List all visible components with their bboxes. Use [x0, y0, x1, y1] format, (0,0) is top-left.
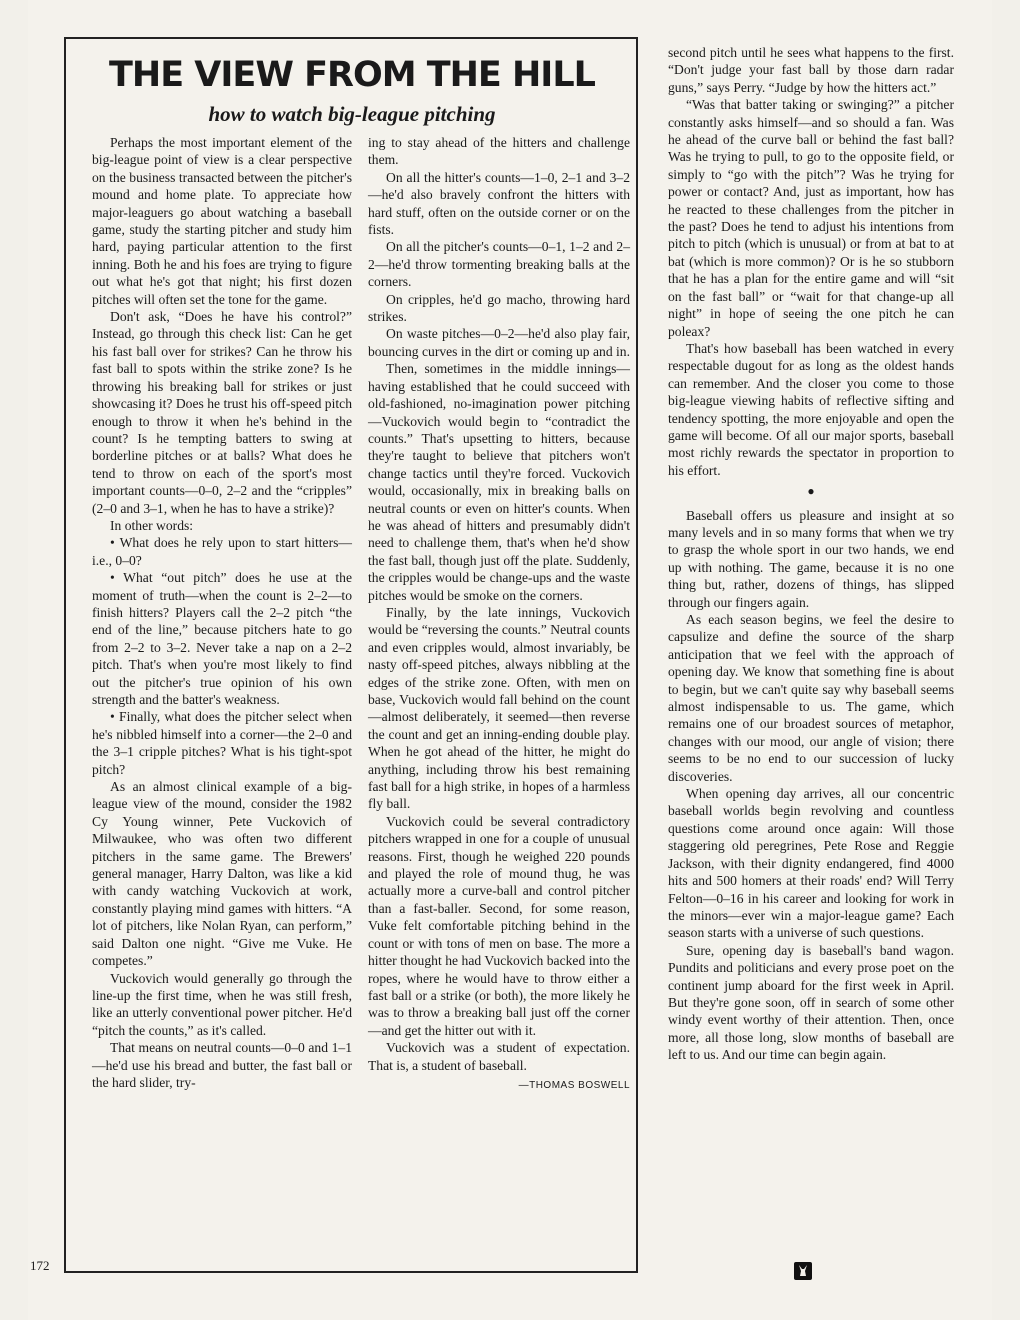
paragraph: That's how baseball has been watched in every respectable dugout for as long as the oldest hands can remember. And the closer you come to those big-league viewing habits of reflective sifting and tendency spotting, the more enjoyable and open the game will become. Of all our major sports, baseball most richly rewards the spectator in proportion to his effort. — [668, 340, 954, 478]
paragraph: As an almost clinical example of a big-league view of the mound, consider the 1982 Cy Young winner, Pete Vuckovich of Milwaukee, who was often two different pitchers in the same game. The Brewers' general manager, Harry Dalton, was like a kid with candy watching Vuckovich at work, constantly playing mind games with hitters. “A lot of pitchers, like Nolan Ryan, can perform,” said Dalton one night. “Give me Vuke. He competes.” — [92, 779, 352, 969]
article-subtitle: how to watch big-league pitching — [208, 102, 496, 126]
paragraph: Finally, by the late innings, Vuckovich would be “reversing the counts.” Neutral counts and even cripples would, almost invariably, be nasty off-speed pitches, always nibbling at the edges of the strike zone. Often, with men on base, Vuckovich would fall behind on the count—almost deliberately, it seemed—then reverse the count and get an inning-ending double play. When he got ahead of the hitter, he might do anything, including throw his best remaining fast ball for a high strike, in hopes of a harmless fly ball. — [368, 604, 630, 812]
paragraph: Vuckovich would generally go through the line-up the first time, when he was still fresh, like an utterly conventional power pitcher. He'd “pitch the counts,” as it's called. — [92, 970, 352, 1038]
paragraph: “Was that batter taking or swinging?” a pitcher constantly asks himself—and so should a fan. Was he ahead of the curve ball or behind the fast ball? Was he trying to pull, to go to the opposite field, or simply to “go with the pitch”? Was he trying for power or contact? And, just as important, how has he reacted to these challenges from the pitcher in the past? Does he tend to adjust his intentions from pitch to pitch (which is unusual) or from at bat to at bat (which is more common)? Or is he so stubborn that he has a plan for the entire game and will “sit on the fast ball” or “wait for that change-up all night” in hope of seeing the one pitch he can poleax? — [668, 97, 954, 339]
section-divider-dot: ● — [807, 484, 815, 499]
paragraph: That means on neutral counts—0–0 and 1–1—he'd use his bread and butter, the fast ball or the hard slider, try- — [92, 1040, 352, 1090]
column-1 — [92, 134, 352, 1091]
page-number: 172 — [30, 1258, 50, 1273]
paragraph: On waste pitches—0–2—he'd also play fair, bouncing curves in the dirt or coming up and in. — [368, 326, 631, 359]
paragraph: ing to stay ahead of the hitters and challenge them. — [368, 135, 630, 168]
paragraph: As each season begins, we feel the desire to capsulize and define the source of the sharp anticipation that we feel with the approach of opening day. We know that something fine is about to begin, but we can't quite say why baseball seems almost indispensable to us. The game, which remains one of our broadest sources of metaphor, changes with our mood, our angle of vision; there seems to be no end to our succession of lucky discoveries. — [668, 612, 954, 784]
paragraph — [368, 1039, 630, 1091]
paragraph: Don't ask, “Does he have his control?” Instead, go through this check list: Can he get his fast ball over for strikes? Can he throw his fast ball to spots within the strike zone? Is he throwing his breaking ball for strikes or just showcasing it? Does he trust his off-speed pitch enough to throw it when he's behind in the count? Is he tempting batters to swing at borderline pitches or at balls? What does he tend to throw on each of the sport's most important counts—0–0, 2–2 and the “cripples” (2–0 and 3–1, when he has to have a strike)? — [92, 309, 352, 516]
paragraph: Vuckovich could be several contradictory pitchers wrapped in one for a couple of unusual reasons. First, though he weighed 220 pounds and played the role of mound thug, he was actually more a curve-ball and control pitcher than a fast-baller. Second, for some reason, Vuke felt comfortable pitching behind in the count or with tons of men on base. The more a hitter thought he had Vuckovich backed into the ropes, where he would have to throw either a fast ball or a strike (or both), the more likely he was to throw a breaking ball just off the corner—and get the hitter out with it. — [368, 813, 630, 1038]
paragraph: On all the hitter's counts—1–0, 2–1 and 3–2—he'd also bravely confront the hitters with hard stuff, often on the outside corner or on the fists. — [368, 169, 630, 238]
paragraph: Perhaps the most important element of the big-league point of view is a clear perspective on the business transacted between the pitcher's mound and home plate. To appreciate how major-leaguers go about watching a baseball game, study the starting pitcher and study him hard, paying particular attention to the first inning. Both he and his foes are trying to figure out what he's got that night; his first dozen pitches will often set the tone for the game. — [92, 135, 352, 307]
paragraph: Sure, opening day is baseball's band wagon. Pundits and politicians and every prose poet on the continent jump aboard for the first week in April. But they're gone soon, off in search of some other windy event worthy of their attention. Then, once more, all those long, slow months of baseball are left to us. And our time can begin again. — [668, 942, 954, 1063]
author-signature: —THOMAS BOSWELL — [518, 1079, 630, 1091]
paragraph: In other words: — [110, 517, 194, 533]
column-3 — [668, 44, 954, 1064]
bullet-paragraph: • Finally, what does the pitcher select when he's nibbled himself into a corner—the 2–0 and the 3–1 cripple pitches? What is his tight-spot pitch? — [92, 709, 352, 777]
paragraph: Baseball offers us pleasure and insight at so many levels and in so many forms that when we try to grasp the whole sport in our two hands, we end up with nothing. The game, because it is no one thing but, rather, dozens of things, has slipped through our fingers again. — [668, 507, 954, 610]
paragraph: On cripples, he'd go macho, throwing hard strikes. — [368, 291, 630, 325]
playboy-rabbit-icon — [794, 1262, 812, 1280]
column-2 — [368, 134, 630, 1094]
bullet-paragraph: • What does he rely upon to start hitters—i.e., 0–0? — [92, 535, 352, 568]
paragraph: second pitch until he sees what happens to the first. “Don't judge your fast ball by those darn radar guns,” says Perry. “Judge by how the hitters act.” — [668, 45, 954, 95]
paragraph: On all the pitcher's counts—0–1, 1–2 and 2–2—he'd throw tormenting breaking balls at the corners. — [368, 239, 630, 290]
closing-paragraph: Vuckovich was a student of expectation. That is, a student of baseball. — [368, 1040, 630, 1073]
paragraph: Then, sometimes in the middle innings—having established that he could succeed with old-fashioned, no-imagination power pitching—Vuckovich would begin to “contradict the counts.” That's upsetting to hitters, because they're taught to believe that pitchers won't change tactics until they're forced. Vuckovich would, occasionally, mix in breaking balls on neutral counts or even on hitter's counts. When he was ahead of hitters and presumably didn't need to challenge them, that's when he'd show the fast ball, though just off the plate. Suddenly, the cripples would be change-ups and the waste pitches would be smoke on the corners. — [368, 361, 630, 603]
paragraph: When opening day arrives, all our concentric baseball worlds begin revolving and countless questions come around once again: Will those staggering old peregrines, Pete Rose and Reggie Jackson, with their dignity endangered, find 4000 hits and 500 homers at their roads' end? Will Terry Felton—0–16 in his career and looking for work in the minors—ever win a major-league game? Each season starts with a universe of such questions. — [668, 786, 954, 941]
article-title: THE VIEW FROM THE HILL — [109, 55, 595, 95]
bullet-paragraph: • What “out pitch” does he use at the moment of truth—when the count is 2–2—to finish hitters? Players call the 2–2 pitch “the end of the line,” because pitchers hate to go from 2–2 to 3–2. Never take a nap on a 2–2 pitch. That's when you're most likely to find out the pitcher's true opinion of his own strength and the batter's weakness. — [92, 570, 352, 707]
